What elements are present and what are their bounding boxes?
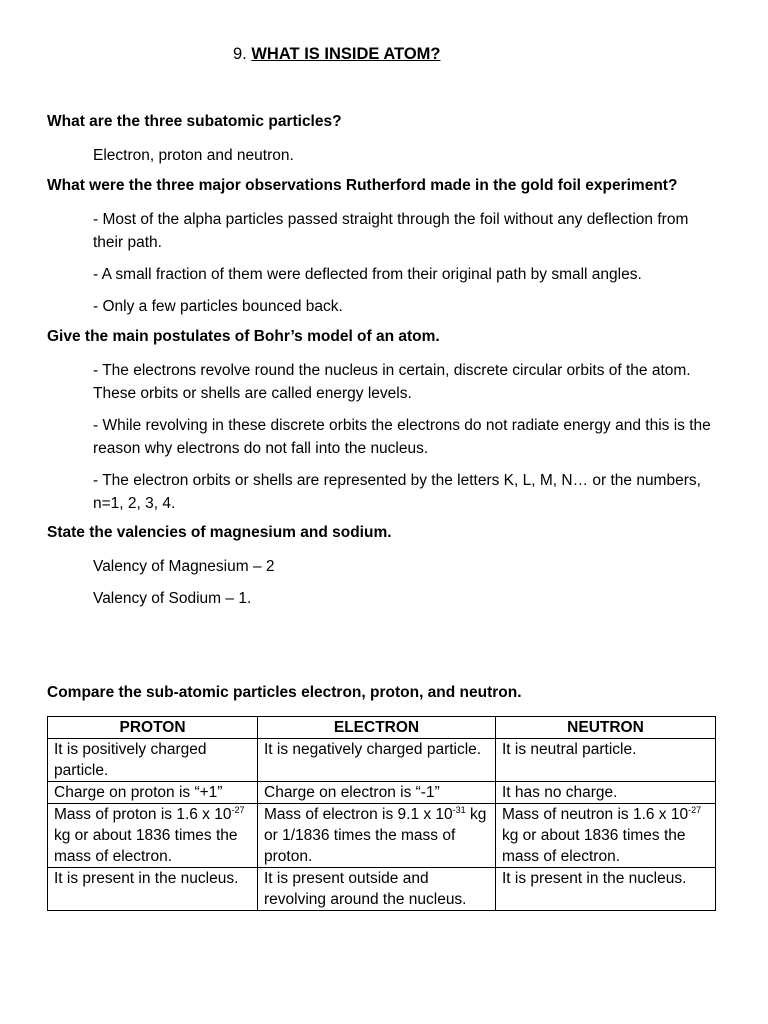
- table-row: [48, 782, 716, 804]
- page-title: [233, 45, 441, 64]
- header-electron: ELECTRON: [258, 717, 496, 739]
- table-cell: [258, 804, 496, 868]
- mass-text: kg or 1/1836 times the mass of proton.: [264, 806, 487, 865]
- table-cell: [48, 804, 258, 868]
- exponent: -27: [231, 804, 245, 815]
- exponent: -27: [688, 804, 702, 815]
- answer-4-sodium: Valency of Sodium – 1.: [93, 590, 252, 607]
- table-cell: It has no charge.: [496, 782, 716, 804]
- answer-2-point-2: - A small fraction of them were deflected from their original path by small angles.: [93, 266, 642, 283]
- table-cell: It is positively charged particle.: [48, 739, 258, 782]
- exponent: -31: [452, 804, 466, 815]
- answer-1: Electron, proton and neutron.: [93, 147, 294, 164]
- table-cell: It is neutral particle.: [496, 739, 716, 782]
- table-cell: Charge on proton is “+1”: [48, 782, 258, 804]
- mass-text: kg or about 1836 times the mass of electron.: [54, 827, 238, 865]
- table-cell: It is present in the nucleus.: [496, 868, 716, 911]
- question-1: What are the three subatomic particles?: [47, 113, 342, 130]
- title-number: 9.: [233, 45, 247, 63]
- table-cell: Charge on electron is “-1”: [258, 782, 496, 804]
- question-3: Give the main postulates of Bohr’s model of an atom.: [47, 328, 440, 345]
- mass-text: Mass of electron is 9.1 x 10: [264, 806, 453, 823]
- answer-3-point-2: - While revolving in these discrete orbits the electrons do not radiate energy and this is the reason why electrons do not fall into the nucleus.: [93, 417, 711, 457]
- answer-4-magnesium: Valency of Magnesium – 2: [93, 558, 275, 575]
- header-neutron: NEUTRON: [496, 717, 716, 739]
- table-cell: It is present in the nucleus.: [48, 868, 258, 911]
- table-row: [48, 868, 716, 911]
- answer-3-point-1: - The electrons revolve round the nucleus in certain, discrete circular orbits of the atom. These orbits or shells are called energy levels.: [93, 362, 691, 402]
- table-header-row: [48, 717, 716, 739]
- mass-text: kg or about 1836 times the mass of electron.: [502, 827, 686, 865]
- table-row: [48, 804, 716, 868]
- comparison-table: [47, 716, 716, 911]
- answer-3-point-3: - The electron orbits or shells are represented by the letters K, L, M, N… or the numbers, n=1, 2, 3, 4.: [93, 472, 701, 512]
- question-5: Compare the sub-atomic particles electron, proton, and neutron.: [47, 684, 522, 701]
- answer-2-point-1: - Most of the alpha particles passed straight through the foil without any deflection from their path.: [93, 211, 689, 251]
- mass-text: Mass of neutron is 1.6 x 10: [502, 806, 689, 823]
- table-cell: It is present outside and revolving around the nucleus.: [258, 868, 496, 911]
- question-4: State the valencies of magnesium and sodium.: [47, 524, 392, 541]
- table-cell: It is negatively charged particle.: [258, 739, 496, 782]
- title-text: WHAT IS INSIDE ATOM?: [251, 45, 441, 63]
- question-2: What were the three major observations Rutherford made in the gold foil experiment?: [47, 177, 678, 194]
- table-cell: [496, 804, 716, 868]
- mass-text: Mass of proton is 1.6 x 10: [54, 806, 232, 823]
- table-row: [48, 739, 716, 782]
- answer-2-point-3: - Only a few particles bounced back.: [93, 298, 343, 315]
- header-proton: PROTON: [48, 717, 258, 739]
